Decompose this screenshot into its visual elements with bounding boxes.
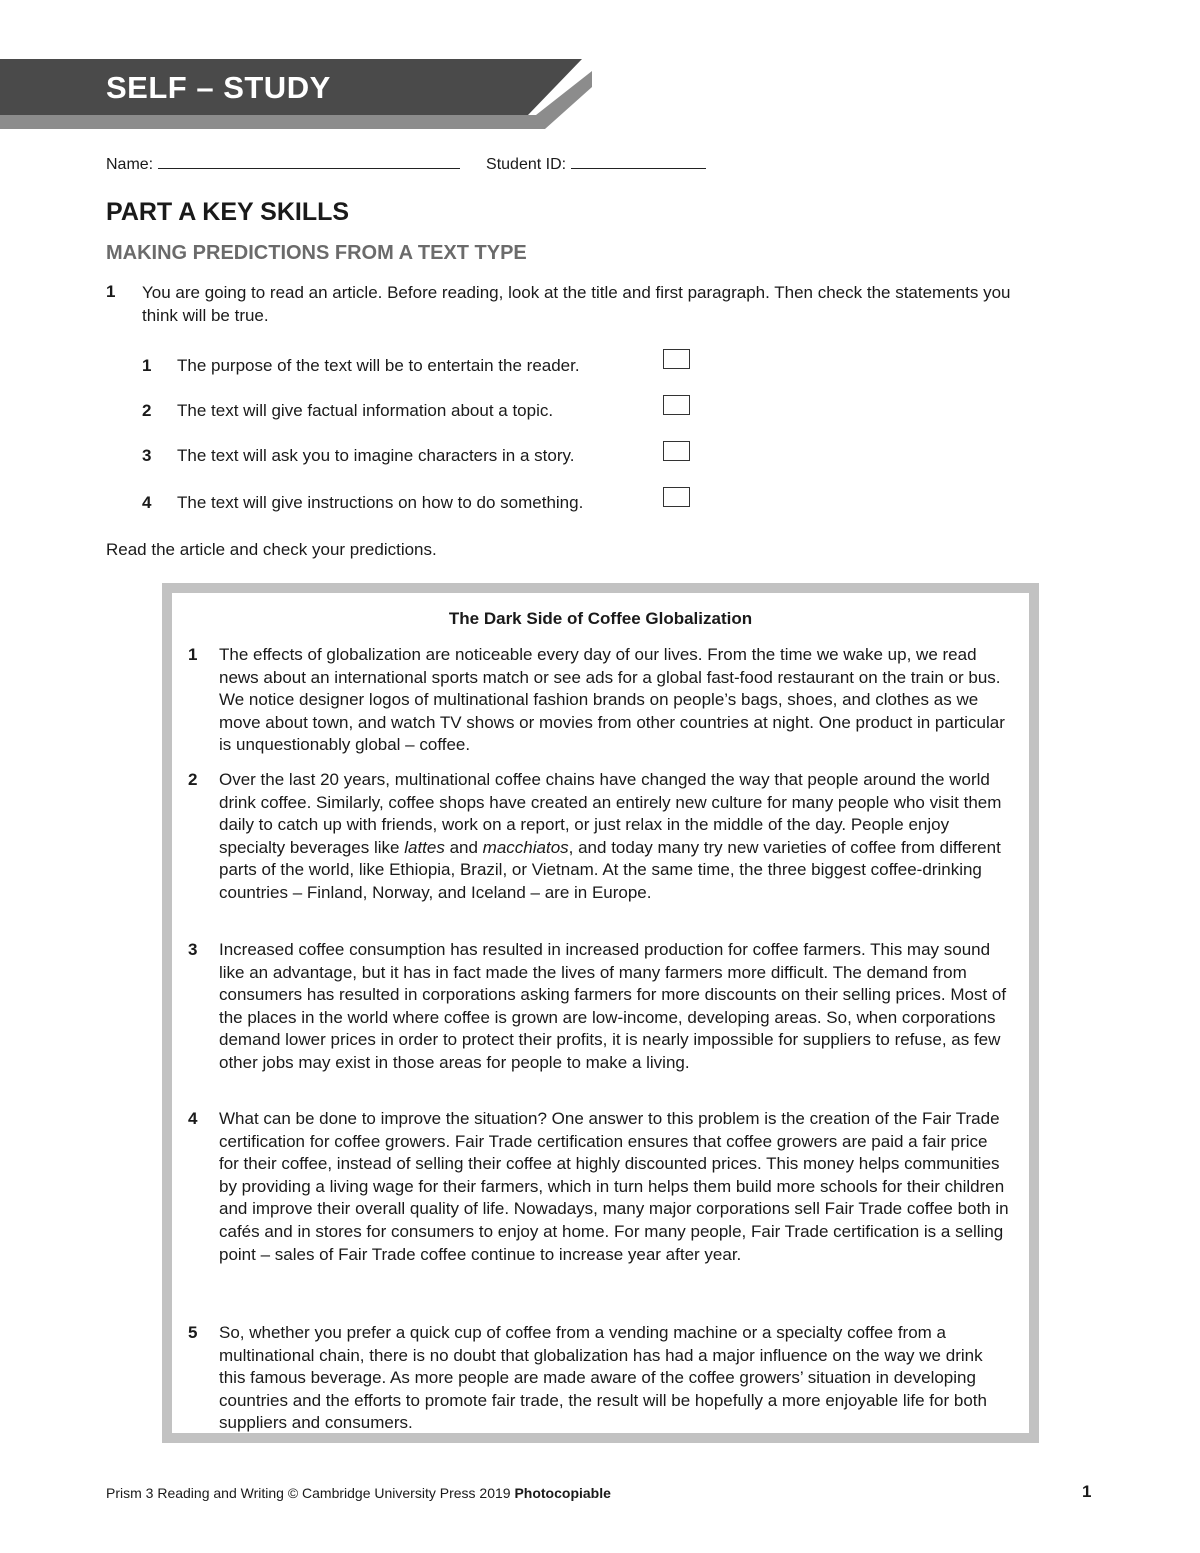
paragraph-number: 3 bbox=[188, 940, 198, 959]
footer-credit bbox=[106, 1485, 611, 1501]
prediction-checkbox-3[interactable] bbox=[663, 441, 690, 461]
footer-text: Prism 3 Reading and Writing © Cambridge University Press 2019 bbox=[106, 1485, 515, 1501]
header-banner bbox=[0, 59, 600, 129]
statement-text: The text will give instructions on how to do something. bbox=[177, 493, 584, 512]
name-label: Name: bbox=[106, 156, 154, 173]
paragraph-text: What can be done to improve the situation? One answer to this problem is the creation of the Fair Trade certification for coffee growers. Fair Trade certification ensures that coffee growers are paid a fair price for their coffee, instead of selling their coffee at highly discounted prices. This money helps communities by providing a living wage for their farmers, which in turn helps them build more schools for their children and improve their overall quality of life. Nowadays, many major corporations sell Fair Trade coffee both in cafés and in stores for consumers to enjoy at home. For many people, Fair Trade certification is a selling point – sales of Fair Trade coffee continue to increase year after year. bbox=[219, 1109, 1009, 1264]
statement-number: 1 bbox=[142, 356, 152, 375]
italic-term: lattes bbox=[404, 837, 445, 857]
question-instruction: You are going to read an article. Before reading, look at the title and first paragraph. Then check the statements you think will be true. bbox=[142, 283, 1011, 325]
statement-number: 3 bbox=[142, 446, 152, 465]
paragraph-text-part: and bbox=[444, 837, 483, 857]
page-number: 1 bbox=[1082, 1482, 1092, 1501]
paragraph-text: Increased coffee consumption has resulted in increased production for coffee farmers. This may sound like an advantage, but it has in fact made the lives of many farmers more difficult. The demand from consumers has resulted in corporations asking farmers for more discounts on their selling prices. Most of the places in the world where coffee is grown are low-income, developing areas. So, when corporations demand lower prices in order to protect their profits, it is nearly impossible for suppliers to refuse, as few other jobs may exist in those areas for people to make a living. bbox=[219, 940, 1007, 1072]
paragraph-text-part: , and today many try new varieties of coffee from different parts of the world, like Ethiopia, Brazil, or Vietnam. At the same time, the three biggest coffee-drinking countries – Finland, Norway, and Iceland – are in Europe. bbox=[219, 837, 1001, 902]
paragraph-number: 2 bbox=[188, 770, 198, 789]
skill-title: MAKING PREDICTIONS FROM A TEXT TYPE bbox=[106, 242, 527, 264]
prediction-checkbox-4[interactable] bbox=[663, 487, 690, 507]
page-title: SELF – STUDY bbox=[106, 70, 331, 105]
statement-number: 4 bbox=[142, 493, 152, 512]
italic-term: macchiatos bbox=[482, 837, 569, 857]
paragraph-number: 4 bbox=[188, 1109, 198, 1128]
article-title: The Dark Side of Coffee Globalization bbox=[448, 609, 753, 628]
statement-text: The purpose of the text will be to entertain the reader. bbox=[177, 356, 580, 375]
paragraph-text: So, whether you prefer a quick cup of coffee from a vending machine or a specialty coffee from a multinational chain, there is no doubt that globalization has had a major influence on the way we drink this famous beverage. As more people are made aware of the coffee growers’ situation in developing countries and the efforts to promote fair trade, the result will be hopefully a more enjoyable life for both suppliers and consumers. bbox=[219, 1323, 987, 1433]
statement-text: The text will ask you to imagine characters in a story. bbox=[177, 446, 575, 465]
paragraph-text bbox=[219, 769, 1009, 905]
paragraph-text-part: Over the last 20 years, multinational coffee chains have changed the way that people around the world drink coffee. Similarly, coffee shops have created an entirely new culture for many people who visit them daily to catch up with friends, work on a report, or just relax in the middle of the day. People enjoy specialty beverages like bbox=[219, 770, 1002, 857]
student-id-label: Student ID: bbox=[486, 156, 567, 173]
paragraph-number: 5 bbox=[188, 1323, 198, 1342]
part-title: PART A KEY SKILLS bbox=[106, 198, 350, 226]
paragraph-number: 1 bbox=[188, 645, 198, 664]
paragraph-text: The effects of globalization are noticeable every day of our lives. From the time we wake up, we read news about an international sports match or see ads for a global fast-food restaurant on the train or bus. We notice designer logos of multinational fashion brands on people’s bags, shoes, and clothes as we move about town, and watch TV shows or movies from other countries at night. One product in particular is unquestionably global – coffee. bbox=[219, 645, 1005, 755]
prediction-checkbox-2[interactable] bbox=[663, 395, 690, 415]
prediction-checkbox-1[interactable] bbox=[663, 349, 690, 369]
statement-number: 2 bbox=[142, 401, 152, 420]
student-info-row bbox=[106, 154, 706, 174]
question-number: 1 bbox=[106, 282, 116, 301]
follow-up-instruction: Read the article and check your predictions. bbox=[106, 540, 437, 559]
article-box bbox=[162, 583, 1039, 1443]
statement-text: The text will give factual information about a topic. bbox=[177, 401, 554, 420]
footer-photocopiable: Photocopiable bbox=[514, 1485, 611, 1501]
student-id-field[interactable] bbox=[571, 154, 706, 169]
name-field[interactable] bbox=[158, 154, 460, 169]
